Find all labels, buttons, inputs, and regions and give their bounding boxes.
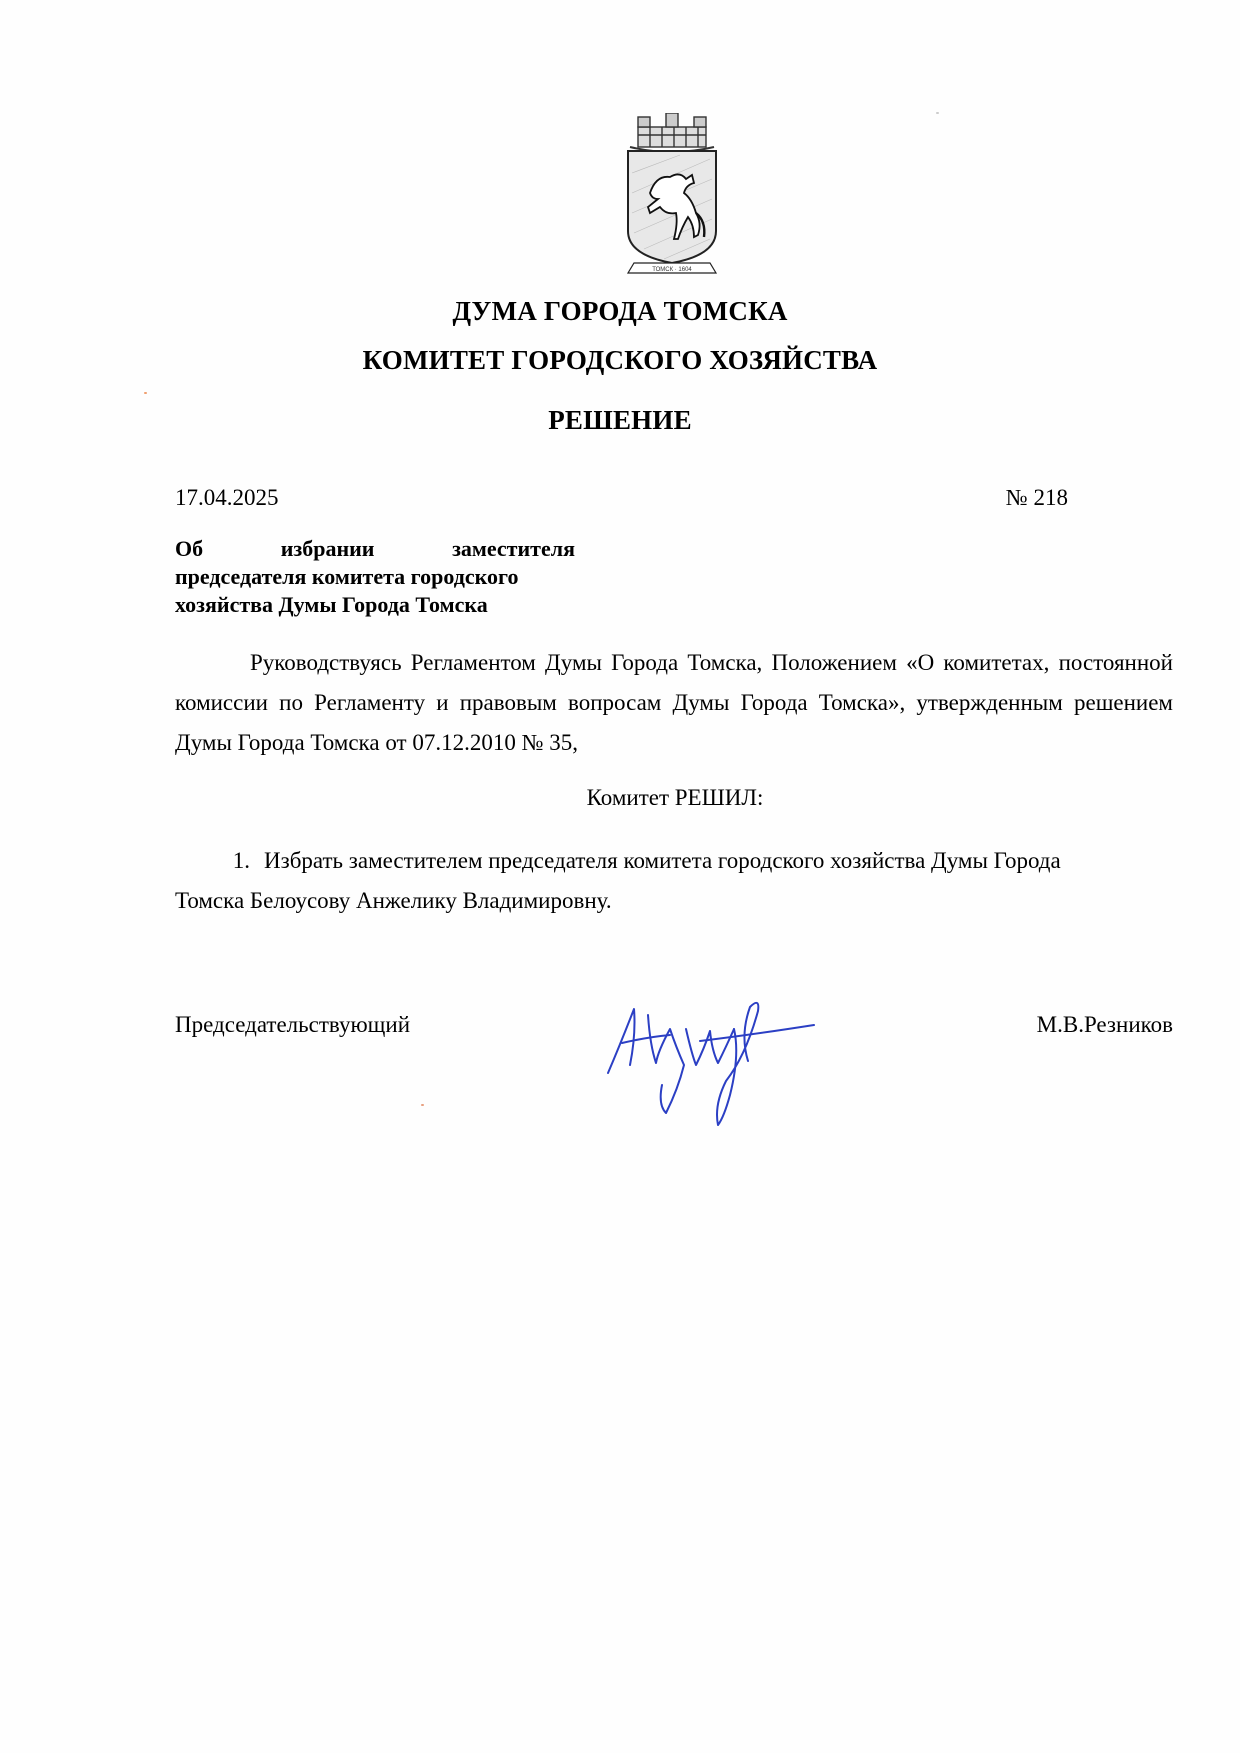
- handwritten-signature-icon: [600, 985, 825, 1130]
- scan-artifact: [144, 392, 147, 394]
- decision-item-1-line-1: 1. Избрать заместителем председателя комитета городского хозяйства Думы Города: [175, 841, 1173, 881]
- document-type-title: РЕШЕНИЕ: [548, 405, 692, 435]
- subject-line-1: Об избрании заместителя: [175, 536, 575, 561]
- decision-item-1: [175, 841, 1173, 921]
- subject-line-3: хозяйства Думы Города Томска: [175, 592, 488, 617]
- organization-title: ДУМА ГОРОДА ТОМСКА: [452, 296, 788, 326]
- preamble-paragraph: Руководствуясь Регламентом Думы Города Томска, Положением «О комитетах, постоянной комиссии по Регламенту и правовым вопросам Думы Города Томска», утвержденным решением Думы Города Томска от 07.12.2010 № 35,: [175, 650, 1173, 755]
- decision-date: 17.04.2025: [175, 485, 279, 510]
- tomsk-coat-of-arms-icon: [620, 113, 724, 278]
- committee-title: КОМИТЕТ ГОРОДСКОГО ХОЗЯЙСТВА: [362, 345, 878, 375]
- signatory-role: Председательствующий: [175, 1012, 410, 1037]
- decision-item-number: 1.: [232, 848, 250, 873]
- scan-artifact: [421, 1104, 424, 1106]
- svg-text:ТОМСК · 1604: ТОМСК · 1604: [652, 267, 692, 273]
- subject-line-2: председателя комитета городского: [175, 564, 519, 589]
- decision-subject: [175, 535, 575, 619]
- scan-artifact: [936, 112, 939, 114]
- decision-item-1-line-2: Томска Белоусову Анжелику Владимировну.: [175, 888, 612, 913]
- decided-heading: Комитет РЕШИЛ:: [586, 785, 764, 810]
- signatory-name: М.В.Резников: [1036, 1012, 1173, 1037]
- decision-number: № 218: [1005, 485, 1068, 510]
